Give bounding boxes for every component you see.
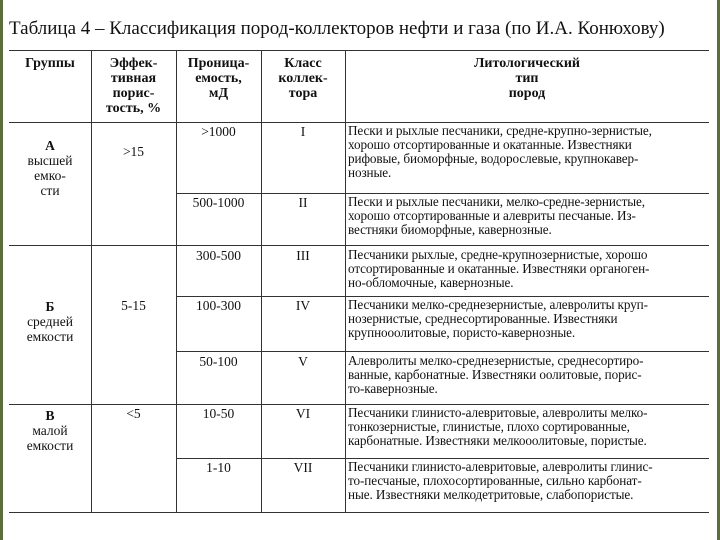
row-7-description [348,460,710,502]
row-6-desc-line1: Песчаники глинисто-алевритовые, алевролиты мелко- [348,405,648,420]
row-5-desc-line3: то-кавернозные. [348,381,438,396]
col-rule-1 [91,50,92,512]
header-litho-line2: тип [515,71,539,86]
row-5-desc-line1: Алевролиты мелко-среднезернистые, среднесортиро- [348,353,644,368]
row-1-desc-line1: Пески и рыхлые песчаники, средне-крупно-зернистые, [348,123,652,138]
row-1-desc-line3: рифовые, биоморфные, водорослевые, крупнокавер- [348,151,639,166]
header-class-line1: Класс [284,56,322,71]
header-groups [9,56,91,71]
row-1-class: I [300,124,306,139]
row-5-class: V [298,354,308,369]
row-7-permeability: 1-10 [206,460,231,475]
row-2-desc-line3: вестняки биоморфные, кавернозные. [348,222,552,237]
header-class [261,56,345,101]
group-a-line3: сти [40,183,60,198]
header-perm-line2: емость, [195,71,242,86]
row-3-permeability: 300-500 [196,248,241,263]
row-7-desc-line1: Песчаники глинисто-алевритовые, алевролиты глинис- [348,459,653,474]
header-porosity-line4: тость, % [105,101,162,116]
group-a-porosity: >15 [122,144,145,159]
group-rule-a [9,245,709,246]
row-7-desc-line2: то-песчаные, плохосортированные, сильно карбонат- [348,473,642,488]
header-groups-text: Группы [25,56,75,71]
table-title: Таблица 4 – Классификация пород-коллекторов нефти и газа (по И.А. Конюхову) [9,18,665,39]
row-6-desc-line3: карбонатные. Известняки мелкооолитовые, пористые. [348,433,647,448]
row-6-class: VI [295,406,311,421]
document-page [3,0,717,540]
table-bottom-rule [9,512,709,513]
group-b [9,299,91,344]
group-b-letter: Б [45,299,55,314]
row-2-permeability: 500-1000 [192,195,245,210]
header-porosity [91,56,176,116]
group-v-line2: емкости [26,438,74,453]
row-6-desc-line2: тонкозернистые, глинистые, плохо сортированные, [348,419,630,434]
header-litho-line1: Литологический [474,56,580,71]
header-permeability [176,56,261,101]
row-4-class: IV [295,298,311,313]
header-porosity-line1: Эффек- [109,56,158,71]
row-2-desc-line1: Пески и рыхлые песчаники, мелко-средне-зернистые, [348,194,645,209]
header-porosity-line2: тивная [110,71,157,86]
group-v [9,408,91,453]
header-lithology [345,56,709,101]
header-class-line3: тора [288,86,318,101]
row-6-permeability: 10-50 [202,406,235,421]
group-b-line1: средней [27,314,73,329]
group-a-line2: емко- [34,168,66,183]
row-1-description [348,124,710,180]
group-b-line2: емкости [26,329,74,344]
group-v-porosity: <5 [126,406,141,421]
row-7-desc-line3: ные. Известняки мелкодетритовые, слабопористые. [348,487,634,502]
row-rule-4 [176,351,709,352]
row-1-desc-line4: нозные. [348,165,392,180]
row-4-desc-line1: Песчаники мелко-среднезернистые, алевролиты круп- [348,297,648,312]
col-rule-2 [176,50,177,512]
group-v-letter: В [45,408,55,423]
row-4-description [348,298,710,340]
col-rule-3 [261,50,262,512]
row-3-desc-line1: Песчаники рыхлые, средне-крупнозернистые, хорошо [348,247,648,262]
row-4-desc-line3: крупнооолитовые, пористо-кавернозные. [348,325,576,340]
group-a [9,138,91,198]
row-5-desc-line2: ванные, карбонатные. Известняки оолитовые, порис- [348,367,642,382]
row-4-permeability: 100-300 [196,298,241,313]
row-5-description [348,354,710,396]
row-5-permeability: 50-100 [199,354,238,369]
group-a-letter: А [45,138,55,153]
row-3-description [348,248,710,290]
row-4-desc-line2: нозернистые, среднесортированные. Известняки [348,311,618,326]
group-v-line1: малой [32,423,68,438]
header-perm-line3: мД [208,86,229,101]
row-2-description [348,195,710,237]
table-top-rule [9,50,709,51]
row-2-class: II [298,195,308,210]
row-1-desc-line2: хорошо отсортированные и окатанные. Известняки [348,137,632,152]
row-6-description [348,406,710,448]
group-a-line1: высшей [27,153,73,168]
row-3-desc-line3: но-обломочные, кавернозные. [348,275,514,290]
col-rule-4 [345,50,346,512]
row-3-desc-line2: отсортированные и окатанные. Известняки органоген- [348,261,650,276]
row-1-permeability: >1000 [201,124,236,139]
row-3-class: III [296,248,310,263]
header-perm-line1: Проница- [187,56,250,71]
row-7-class: VII [293,460,313,475]
header-porosity-line3: порис- [112,86,155,101]
row-2-desc-line2: хорошо отсортированные и алевриты песчаные. Из- [348,208,636,223]
header-class-line2: коллек- [278,71,328,86]
group-b-porosity: 5-15 [121,298,146,313]
header-litho-line3: пород [508,86,546,101]
